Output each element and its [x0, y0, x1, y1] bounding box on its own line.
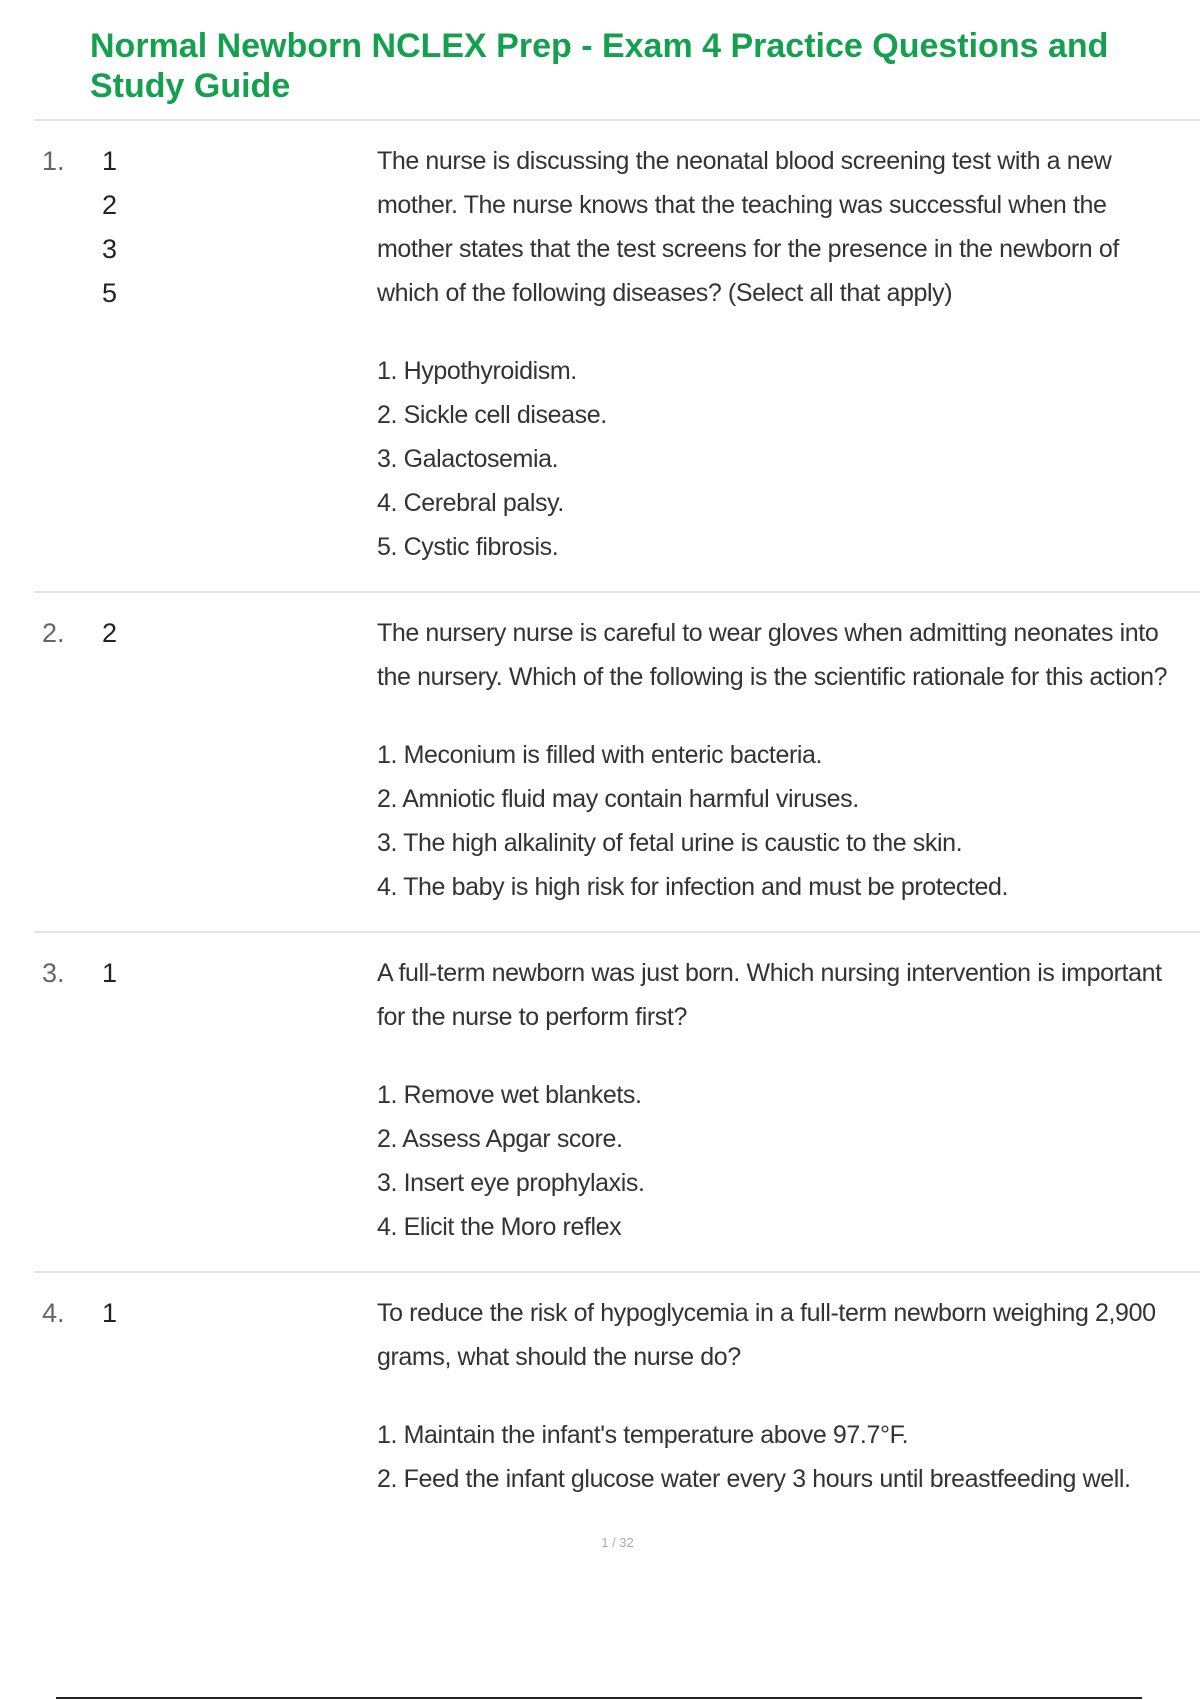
- question-text: The nursery nurse is careful to wear gloves when admitting neonates into the nursery. Which of the following is the scientific rationale for this action?: [377, 619, 1168, 691]
- question-text: A full-term newborn was just born. Which nursing intervention is important for the nurse to perform first?: [377, 959, 1162, 1031]
- flashcard-1: [34, 119, 1200, 591]
- page-title: Normal Newborn NCLEX Prep - Exam 4 Practice Questions and Study Guide: [90, 27, 1109, 105]
- bottom-divider: [56, 1697, 1142, 1699]
- options-list: [377, 1413, 1177, 1501]
- answer-value: 5: [102, 278, 118, 308]
- option-item: 2. Feed the infant glucose water every 3 hours until breastfeeding well.: [377, 1465, 1131, 1493]
- card-body: [377, 611, 1177, 909]
- page-indicator: 1 / 32: [601, 1535, 634, 1550]
- answer-value: 1: [102, 146, 118, 176]
- card-number: 4.: [42, 1298, 65, 1328]
- option-item: 1. Hypothyroidism.: [377, 357, 577, 385]
- card-body: [377, 951, 1177, 1249]
- card-answers: [102, 1291, 377, 1501]
- answer-value: 1: [102, 958, 118, 988]
- question-text: The nurse is discussing the neonatal blood screening test with a new mother. The nurse knows that the teaching was successful when the mother states that the test screens for the presence in the newborn of which of the following diseases? (Select all that apply): [377, 147, 1119, 307]
- card-number: 1.: [42, 146, 65, 176]
- options-list: [377, 1073, 1177, 1249]
- flashcard-2: [34, 591, 1200, 931]
- options-list: [377, 349, 1177, 569]
- option-item: 4. The baby is high risk for infection and must be protected.: [377, 873, 1009, 901]
- option-item: 3. The high alkalinity of fetal urine is caustic to the skin.: [377, 829, 963, 857]
- option-item: 4. Cerebral palsy.: [377, 489, 564, 517]
- option-item: 1. Remove wet blankets.: [377, 1081, 642, 1109]
- answer-value: 2: [102, 190, 118, 220]
- answer-value: 1: [102, 1298, 118, 1328]
- question-text: To reduce the risk of hypoglycemia in a full-term newborn weighing 2,900 grams, what should the nurse do?: [377, 1299, 1156, 1371]
- options-list: [377, 733, 1177, 909]
- card-answers: [102, 611, 377, 909]
- flashcard-list: [34, 119, 1200, 1523]
- option-item: 4. Elicit the Moro reflex: [377, 1213, 622, 1241]
- card-answers: [102, 139, 377, 569]
- card-number: 2.: [42, 618, 65, 648]
- option-item: 3. Galactosemia.: [377, 445, 559, 473]
- option-item: 2. Assess Apgar score.: [377, 1125, 623, 1153]
- card-body: [377, 139, 1177, 569]
- answer-value: 3: [102, 234, 118, 264]
- card-answers: [102, 951, 377, 1249]
- option-item: 1. Maintain the infant's temperature above 97.7°F.: [377, 1421, 909, 1449]
- option-item: 5. Cystic fibrosis.: [377, 533, 559, 561]
- card-number: 3.: [42, 958, 65, 988]
- option-item: 2. Amniotic fluid may contain harmful viruses.: [377, 785, 859, 813]
- option-item: 2. Sickle cell disease.: [377, 401, 607, 429]
- answer-value: 2: [102, 618, 118, 648]
- card-body: [377, 1291, 1177, 1501]
- option-item: 1. Meconium is filled with enteric bacteria.: [377, 741, 823, 769]
- flashcard-4: [34, 1271, 1200, 1523]
- option-item: 3. Insert eye prophylaxis.: [377, 1169, 645, 1197]
- flashcard-3: [34, 931, 1200, 1271]
